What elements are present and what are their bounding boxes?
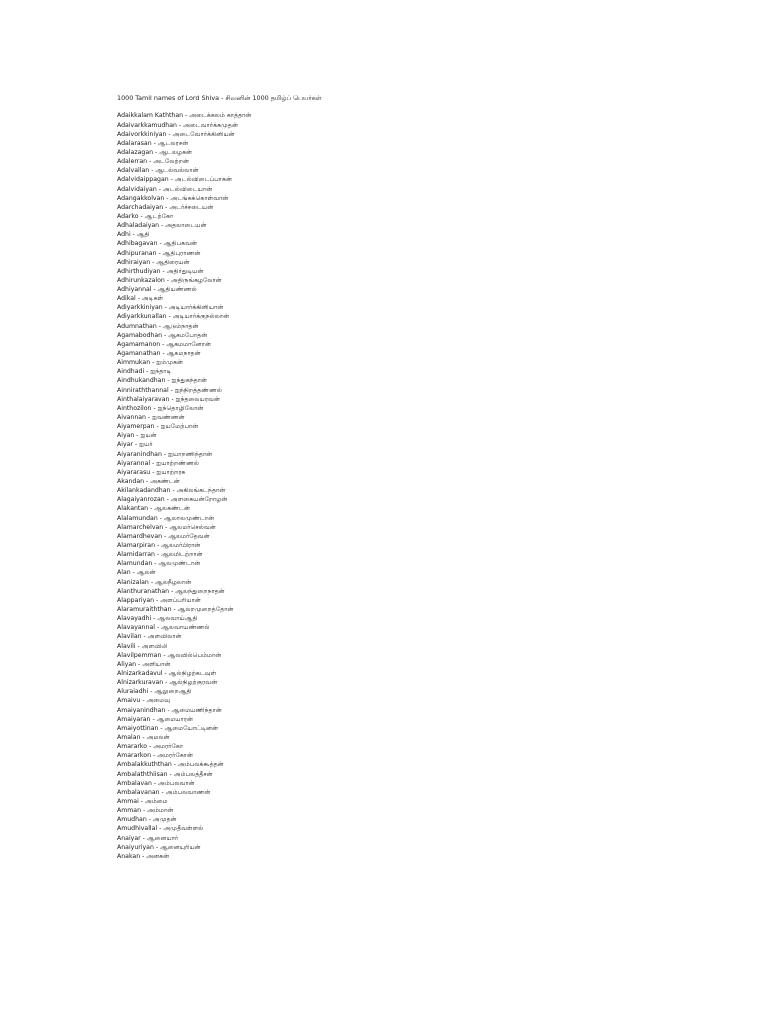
name-entry: Ainthozilon - ஐந்தொழிலோன் <box>117 404 204 412</box>
name-entry: Adhirunkazalon - அதிருங்கழலோன் <box>117 276 222 284</box>
name-entry: Ambalavan - அம்பலவான் <box>117 779 195 787</box>
name-entry: Alanizalan - ஆலநீழலான் <box>117 578 192 586</box>
name-entry: Amman - அம்மான் <box>117 807 174 815</box>
name-entry: Aiyaranindhan - ஐயாறணிந்தான் <box>117 450 213 458</box>
name-entry: Alaramuraiththan - ஆலறமுறைத்தோன் <box>117 605 234 613</box>
names-list <box>117 111 251 861</box>
name-entry: Aindhadi - ஐந்தாடி <box>117 368 172 376</box>
name-entry: Aiyarannal - ஐயாற்றண்ணல் <box>117 459 200 467</box>
name-entry: Alamarchelvan - ஆலமர்செல்வன் <box>117 523 216 531</box>
name-entry: Adarchadaiyan - அடர்ச்சடையன் <box>117 203 214 211</box>
name-entry: Ambalavanan - அம்பலவாணன் <box>117 788 211 796</box>
name-entry: Anaiyar - ஆனையார் <box>117 834 179 842</box>
name-entry: Alavilan - அளவிலான் <box>117 633 182 641</box>
name-entry: Alavayannal - ஆலவாயண்ணல் <box>117 624 210 632</box>
name-entry: Aindhukandhan - ஐந்துகந்தான் <box>117 377 208 385</box>
name-entry: Ainthalaiyaravan - ஐந்தலையரவன் <box>117 395 220 403</box>
name-entry: Agamabodhan - ஆகமபோதன் <box>117 331 208 339</box>
name-entry: Adiyarkkiniyan - அடியார்க்கினியான் <box>117 304 224 312</box>
name-entry: Adhaladaiyan - அதலாடையன் <box>117 222 207 230</box>
name-entry: Aliyan - அளியான் <box>117 660 171 668</box>
name-entry: Adhirthudiyan - அதிர்துடியன் <box>117 267 204 275</box>
name-entry: Aiyar - ஐயர் <box>117 441 153 449</box>
name-entry: Amararkon - அமரர்கோன் <box>117 752 194 760</box>
name-entry: Alakantan - ஆலகண்டன் <box>117 505 190 513</box>
name-entry: Adalarasan - ஆடலரசன் <box>117 139 189 147</box>
name-entry: Adhiyannal - ஆதியண்ணல் <box>117 286 197 294</box>
name-entry: Amararko - அமரர்கோ <box>117 743 184 751</box>
name-entry: Adhi - ஆதி <box>117 231 150 239</box>
name-entry: Adalvidaippagan - அடல்விடைப்பாகன் <box>117 176 232 184</box>
name-entry: Agamamanon - ஆகமமானோன் <box>117 340 211 348</box>
name-entry: Ainniraththannal - ஐந்நிறத்தண்ணல் <box>117 386 223 394</box>
name-entry: Adangakkolvan - அடங்கக்கொள்வான் <box>117 194 229 202</box>
name-entry: Ambalaththiisan - அம்பலத்தீசன் <box>117 770 213 778</box>
name-entry: Aivannan - ஐவண்ணன் <box>117 414 185 422</box>
name-entry: Adhipuranan - ஆதிபுராணன் <box>117 249 201 257</box>
name-entry: Alamidarran - ஆலமிடற்றான் <box>117 551 203 559</box>
name-entry: Ambalakkuththan - அம்பலக்கூத்தன் <box>117 761 224 769</box>
name-entry: Alappariyan - அளப்பரியான் <box>117 596 201 604</box>
name-entry: Adaivorkkiniyan - அடைவோர்க்கினியன் <box>117 130 235 138</box>
name-entry: Alnizarkuravan - ஆல்நிழற்குரவன் <box>117 679 218 687</box>
name-entry: Adalerran - அடலேற்றன் <box>117 158 189 166</box>
name-entry: Agamanathan - ஆகமநாதன் <box>117 350 201 358</box>
name-entry: Alalamundan - ஆலாலமுண்டான் <box>117 514 215 522</box>
name-entry: Amudhan - அமுதன் <box>117 816 177 824</box>
name-entry: Aiyararasu - ஐயாற்றரசு <box>117 468 186 476</box>
name-entry: Anaiyuriyan - ஆனையுரியன் <box>117 843 201 851</box>
name-entry: Adalazagan - ஆடலழகன் <box>117 148 193 156</box>
name-entry: Amaiyanindhan - ஆமையணிந்தான் <box>117 706 222 714</box>
name-entry: Adumnathan - ஆடும்நாதன் <box>117 322 199 330</box>
name-entry: Adarko - ஆடற்கோ <box>117 212 174 220</box>
name-entry: Aiyan - ஐயன் <box>117 432 157 440</box>
name-entry: Adaikkalam Kaththan - அடைக்கலம் காத்தான் <box>117 112 252 120</box>
name-entry: Aiyamerpan - ஐயமேற்பான் <box>117 423 199 431</box>
name-entry: Adhiraiyan - ஆதிரையன் <box>117 258 190 266</box>
name-entry: Adalvallan - ஆடல்வல்லான் <box>117 167 199 175</box>
name-entry: Amalan - அமலன் <box>117 733 170 741</box>
document-title: 1000 Tamil names of Lord Shiva - சிவனின் 1000 தமிழ்ப் பெயர்கள் <box>117 94 322 102</box>
name-entry: Aimmukan - ஐம்முகன் <box>117 359 184 367</box>
name-entry: Aluraiadhi - ஆலுறைஆதி <box>117 688 192 696</box>
name-entry: Alan - ஆலன் <box>117 569 156 577</box>
name-entry: Alavayadhi - ஆலவாய்ஆதி <box>117 615 198 623</box>
name-entry: Ammai - அம்மை <box>117 797 168 805</box>
name-entry: Alamarpiran - ஆலமர்பிரான் <box>117 542 201 549</box>
name-entry: Alavilpemman - ஆலவில்பெம்மான் <box>117 651 222 659</box>
name-entry: Akilankadandhan - அகிலங்கடந்தான் <box>117 487 226 495</box>
name-entry: Adiyarkkunallan - அடியார்க்குநல்லான் <box>117 313 230 321</box>
name-entry: Anakan - அனகன் <box>117 852 170 860</box>
name-entry: Adhibagavan - ஆதிபகவன் <box>117 240 198 248</box>
name-entry: Adaivarkkamudhan - அடைவார்க்கமுதன் <box>117 121 238 129</box>
name-entry: Amaivu - அமைவு <box>117 697 171 705</box>
name-entry: Alanthuranathan - ஆலந்துறைநாதன் <box>117 587 225 595</box>
name-entry: Adikal - அடிகள் <box>117 295 164 303</box>
name-entry: Amaiyottinan - ஆமையோட்டினன் <box>117 724 219 732</box>
name-entry: Amudhivallal - அமுதீவள்ளல் <box>117 825 204 833</box>
name-entry: Alnizarkadavul - ஆல்நிழற்கடவுள் <box>117 669 217 677</box>
name-entry: Amaiyaran - ஆமையாரன் <box>117 715 194 723</box>
name-entry: Adalvidaiyan - அடல்விடையான் <box>117 185 213 193</box>
name-entry: Alavili - அளவிலி <box>117 642 168 650</box>
name-entry: Alagaiyanrozan - அளகையன்றோழன் <box>117 496 228 504</box>
name-entry: Akandan - அகண்டன் <box>117 478 180 486</box>
name-entry: Alamardhevan - ஆலமர்தேவன் <box>117 532 210 540</box>
name-entry: Alamundan - ஆலமுண்டான் <box>117 560 201 568</box>
